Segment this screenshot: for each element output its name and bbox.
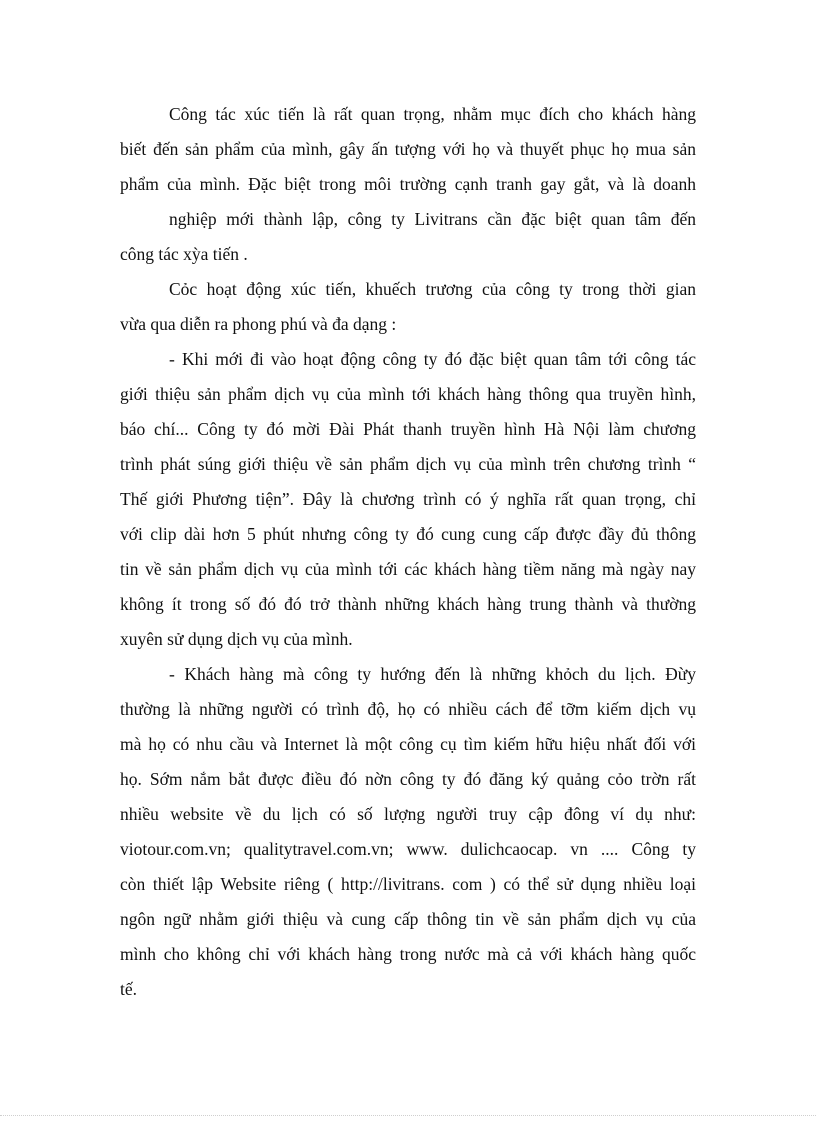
paragraph-4-line-10: tế. — [120, 979, 138, 999]
paragraph-3-line-1: - Khi mới đi vào hoạt động công ty đó đặc biệt quan tâm tới công tác — [169, 349, 696, 369]
paragraph-4-line-4: họ. Sớm nắm bắt được điều đó nờn công ty đó đăng ký quảng cỏo trờn rất — [120, 769, 696, 789]
paragraph-1-line-1: Công tác xúc tiến là rất quan trọng, nhằm mục đích cho khách hàng — [169, 104, 696, 124]
paragraph-3-line-5: Thế giới Phương tiện”. Đây là chương trình có ý nghĩa rất quan trọng, chỉ — [120, 489, 696, 509]
paragraph-1-line-5: công tác xỳa tiến . — [120, 244, 248, 264]
paragraph-4-line-5: nhiều website về du lịch có số lượng người truy cập đông ví dụ như: — [120, 804, 696, 824]
paragraph-3-line-9: xuyên sử dụng dịch vụ của mình. — [120, 629, 353, 649]
paragraph-3-line-4: trình phát súng giới thiệu về sản phẩm dịch vụ của mình trên chương trình “ — [120, 454, 696, 474]
paragraph-1-line-2: biết đến sản phẩm của mình, gây ấn tượng với họ và thuyết phục họ mua sản — [120, 139, 696, 159]
paragraph-4-line-9: mình cho không chỉ với khách hàng trong nước mà cả với khách hàng quốc — [120, 944, 696, 964]
paragraph-4-line-1: - Khách hàng mà công ty hướng đến là những khỏch du lịch. Đừy — [169, 664, 696, 684]
paragraph-2-line-1: Cỏc hoạt động xúc tiến, khuếch trương của công ty trong thời gian — [169, 279, 696, 299]
paragraph-2-line-2: vừa qua diễn ra phong phú và đa dạng : — [120, 314, 397, 334]
paragraph-1-line-4: nghiệp mới thành lập, công ty Livitrans cần đặc biệt quan tâm đến — [169, 209, 696, 229]
paragraph-1-line-3: phẩm của mình. Đặc biệt trong môi trường cạnh tranh gay gắt, và là doanh — [120, 174, 696, 194]
paragraph-4-line-3: mà họ có nhu cầu và Internet là một công cụ tìm kiếm hữu hiệu nhất đối với — [120, 734, 696, 754]
paragraph-4-line-8: ngôn ngữ nhằm giới thiệu và cung cấp thông tin về sản phẩm dịch vụ của — [120, 909, 696, 929]
page-bottom-rule — [0, 1115, 816, 1116]
paragraph-3-line-7: tin về sản phẩm dịch vụ của mình tới các khách hàng tiềm năng mà ngày nay — [120, 559, 696, 579]
paragraph-3-line-3: báo chí... Công ty đó mời Đài Phát thanh truyền hình Hà Nội làm chương — [120, 419, 696, 439]
paragraph-4-line-6: viotour.com.vn; qualitytravel.com.vn; www. dulichcaocap. vn .... Công ty — [120, 839, 696, 859]
paragraph-3-line-6: với clip dài hơn 5 phút nhưng công ty đó cung cung cấp được đầy đủ thông — [120, 524, 696, 544]
paragraph-4-line-7: còn thiết lập Website riêng ( http://livitrans. com ) có thể sử dụng nhiều loại — [120, 874, 696, 894]
paragraph-3-line-8: không ít trong số đó đó trở thành những khách hàng trung thành và thường — [120, 594, 696, 614]
paragraph-4-line-2: thường là những người có trình độ, họ có nhiều cách để tỡm kiếm dịch vụ — [120, 699, 696, 719]
paragraph-3-line-2: giới thiệu sản phẩm dịch vụ của mình tới khách hàng thông qua truyền hình, — [120, 384, 696, 404]
